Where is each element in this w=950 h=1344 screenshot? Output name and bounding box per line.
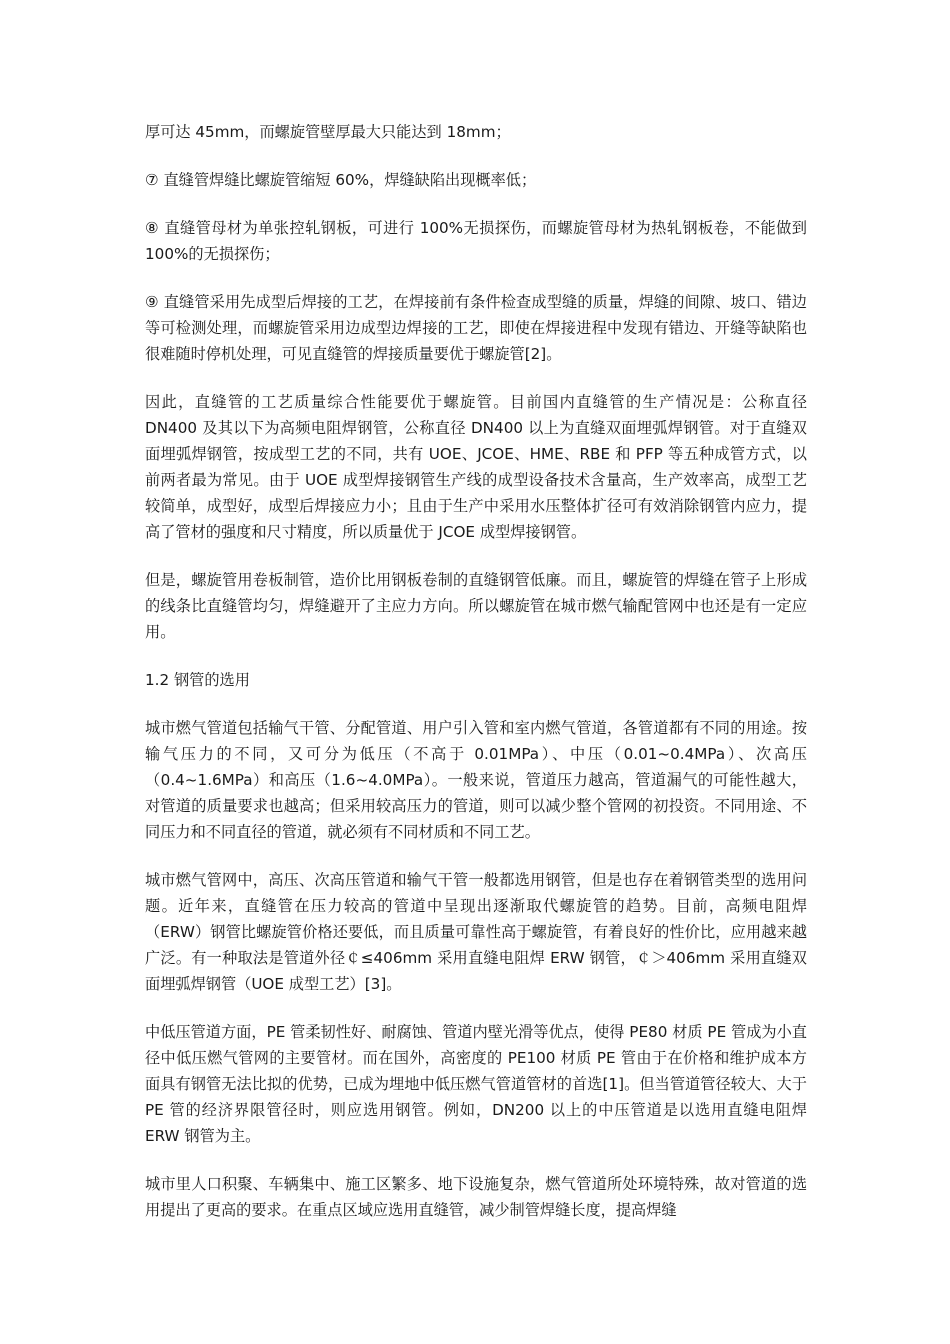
paragraph-steel-pipe-selection: 城市燃气管网中，高压、次高压管道和输气干管一般都选用钢管，但是也存在着钢管类型的选用问题。近年来，直缝管在压力较高的管道中呈现出逐渐取代螺旋管的趋势。目前，高频电阻焊（ERW）钢管比螺旋管价格还要低，而且质量可靠性高于螺旋管，有着良好的性价比，应用越来越广泛。有一种取法是管道外径￠≤406mm 采用直缝电阻焊 ERW 钢管，￠＞406mm 采用直缝双面埋弧焊钢管（UOE 成型工艺）[3]。 [145,871,807,993]
paragraph-item-7: ⑦ 直缝管焊缝比螺旋管缩短 60%，焊缝缺陷出现概率低； [145,171,537,189]
paragraph-pe-pipe: 中低压管道方面，PE 管柔韧性好、耐腐蚀、管道内壁光滑等优点，使得 PE80 材质 PE 管成为小直径中低压燃气管网的主要管材。而在国外，高密度的 PE100 材质 PE 管由于在价格和维护成本方面具有钢管无法比拟的优势，已成为埋地中低压燃气管道管材的首选[1]。但当管道管径较大、大于 PE 管的经济界限管径时，则应选用钢管。例如，DN200 以上的中压管道是以选用直缝电阻焊 ERW 钢管为主。 [145,1023,807,1145]
paragraph-pipeline-types: 城市燃气管道包括输气干管、分配管道、用户引入管和室内燃气管道，各管道都有不同的用途。按输气压力的不同，又可分为低压（不高于 0.01MPa）、中压（0.01~0.4MPa）、次高压（0.4~1.6MPa）和高压（1.6~4.0MPa）。一般来说，管道压力越高，管道漏气的可能性越大，对管道的质量要求也越高；但采用较高压力的管道，则可以减少整个管网的初投资。不同用途、不同压力和不同直径的管道，就必须有不同材质和不同工艺。 [145,719,807,841]
paragraph-urban-environment: 城市里人口积聚、车辆集中、施工区繁多、地下设施复杂，燃气管道所处环境特殊，故对管道的选用提出了更高的要求。在重点区域应选用直缝管，减少制管焊缝长度，提高焊缝 [145,1175,807,1219]
paragraph-spiral-pipe: 但是，螺旋管用卷板制管，造价比用钢板卷制的直缝钢管低廉。而且，螺旋管的焊缝在管子上形成的线条比直缝管均匀，焊缝避开了主应力方向。所以螺旋管在城市燃气输配管网中也还是有一定应用。 [145,571,807,641]
paragraph-summary: 因此，直缝管的工艺质量综合性能要优于螺旋管。目前国内直缝管的生产情况是：公称直径 DN400 及其以下为高频电阻焊钢管，公称直径 DN400 以上为直缝双面埋弧焊钢管。对于直缝双面埋弧焊钢管，按成型工艺的不同，共有 UOE、JCOE、HME、RBE 和 PFP 等五种成管方式，以前两者最为常见。由于 UOE 成型焊接钢管生产线的成型设备技术含量高，生产效率高，成型工艺较简单，成型好，成型后焊接应力小；且由于生产中采用水压整体扩径可有效消除钢管内应力，提高了管材的强度和尺寸精度，所以质量优于 JCOE 成型焊接钢管。 [145,393,807,541]
paragraph-item-8: ⑧ 直缝管母材为单张控轧钢板，可进行 100%无损探伤，而螺旋管母材为热轧钢板卷，不能做到 100%的无损探伤； [145,219,807,263]
section-heading: 1.2 钢管的选用 [145,671,250,689]
paragraph-wall-thickness: 厚可达 45mm，而螺旋管壁厚最大只能达到 18mm； [145,123,511,141]
paragraph-item-9: ⑨ 直缝管采用先成型后焊接的工艺，在焊接前有条件检查成型缝的质量，焊缝的间隙、坡口、错边等可检测处理，而螺旋管采用边成型边焊接的工艺，即使在焊接进程中发现有错边、开缝等缺陷也很难随时停机处理，可见直缝管的焊接质量要优于螺旋管[2]。 [145,293,807,363]
document-body [145,119,807,1245]
